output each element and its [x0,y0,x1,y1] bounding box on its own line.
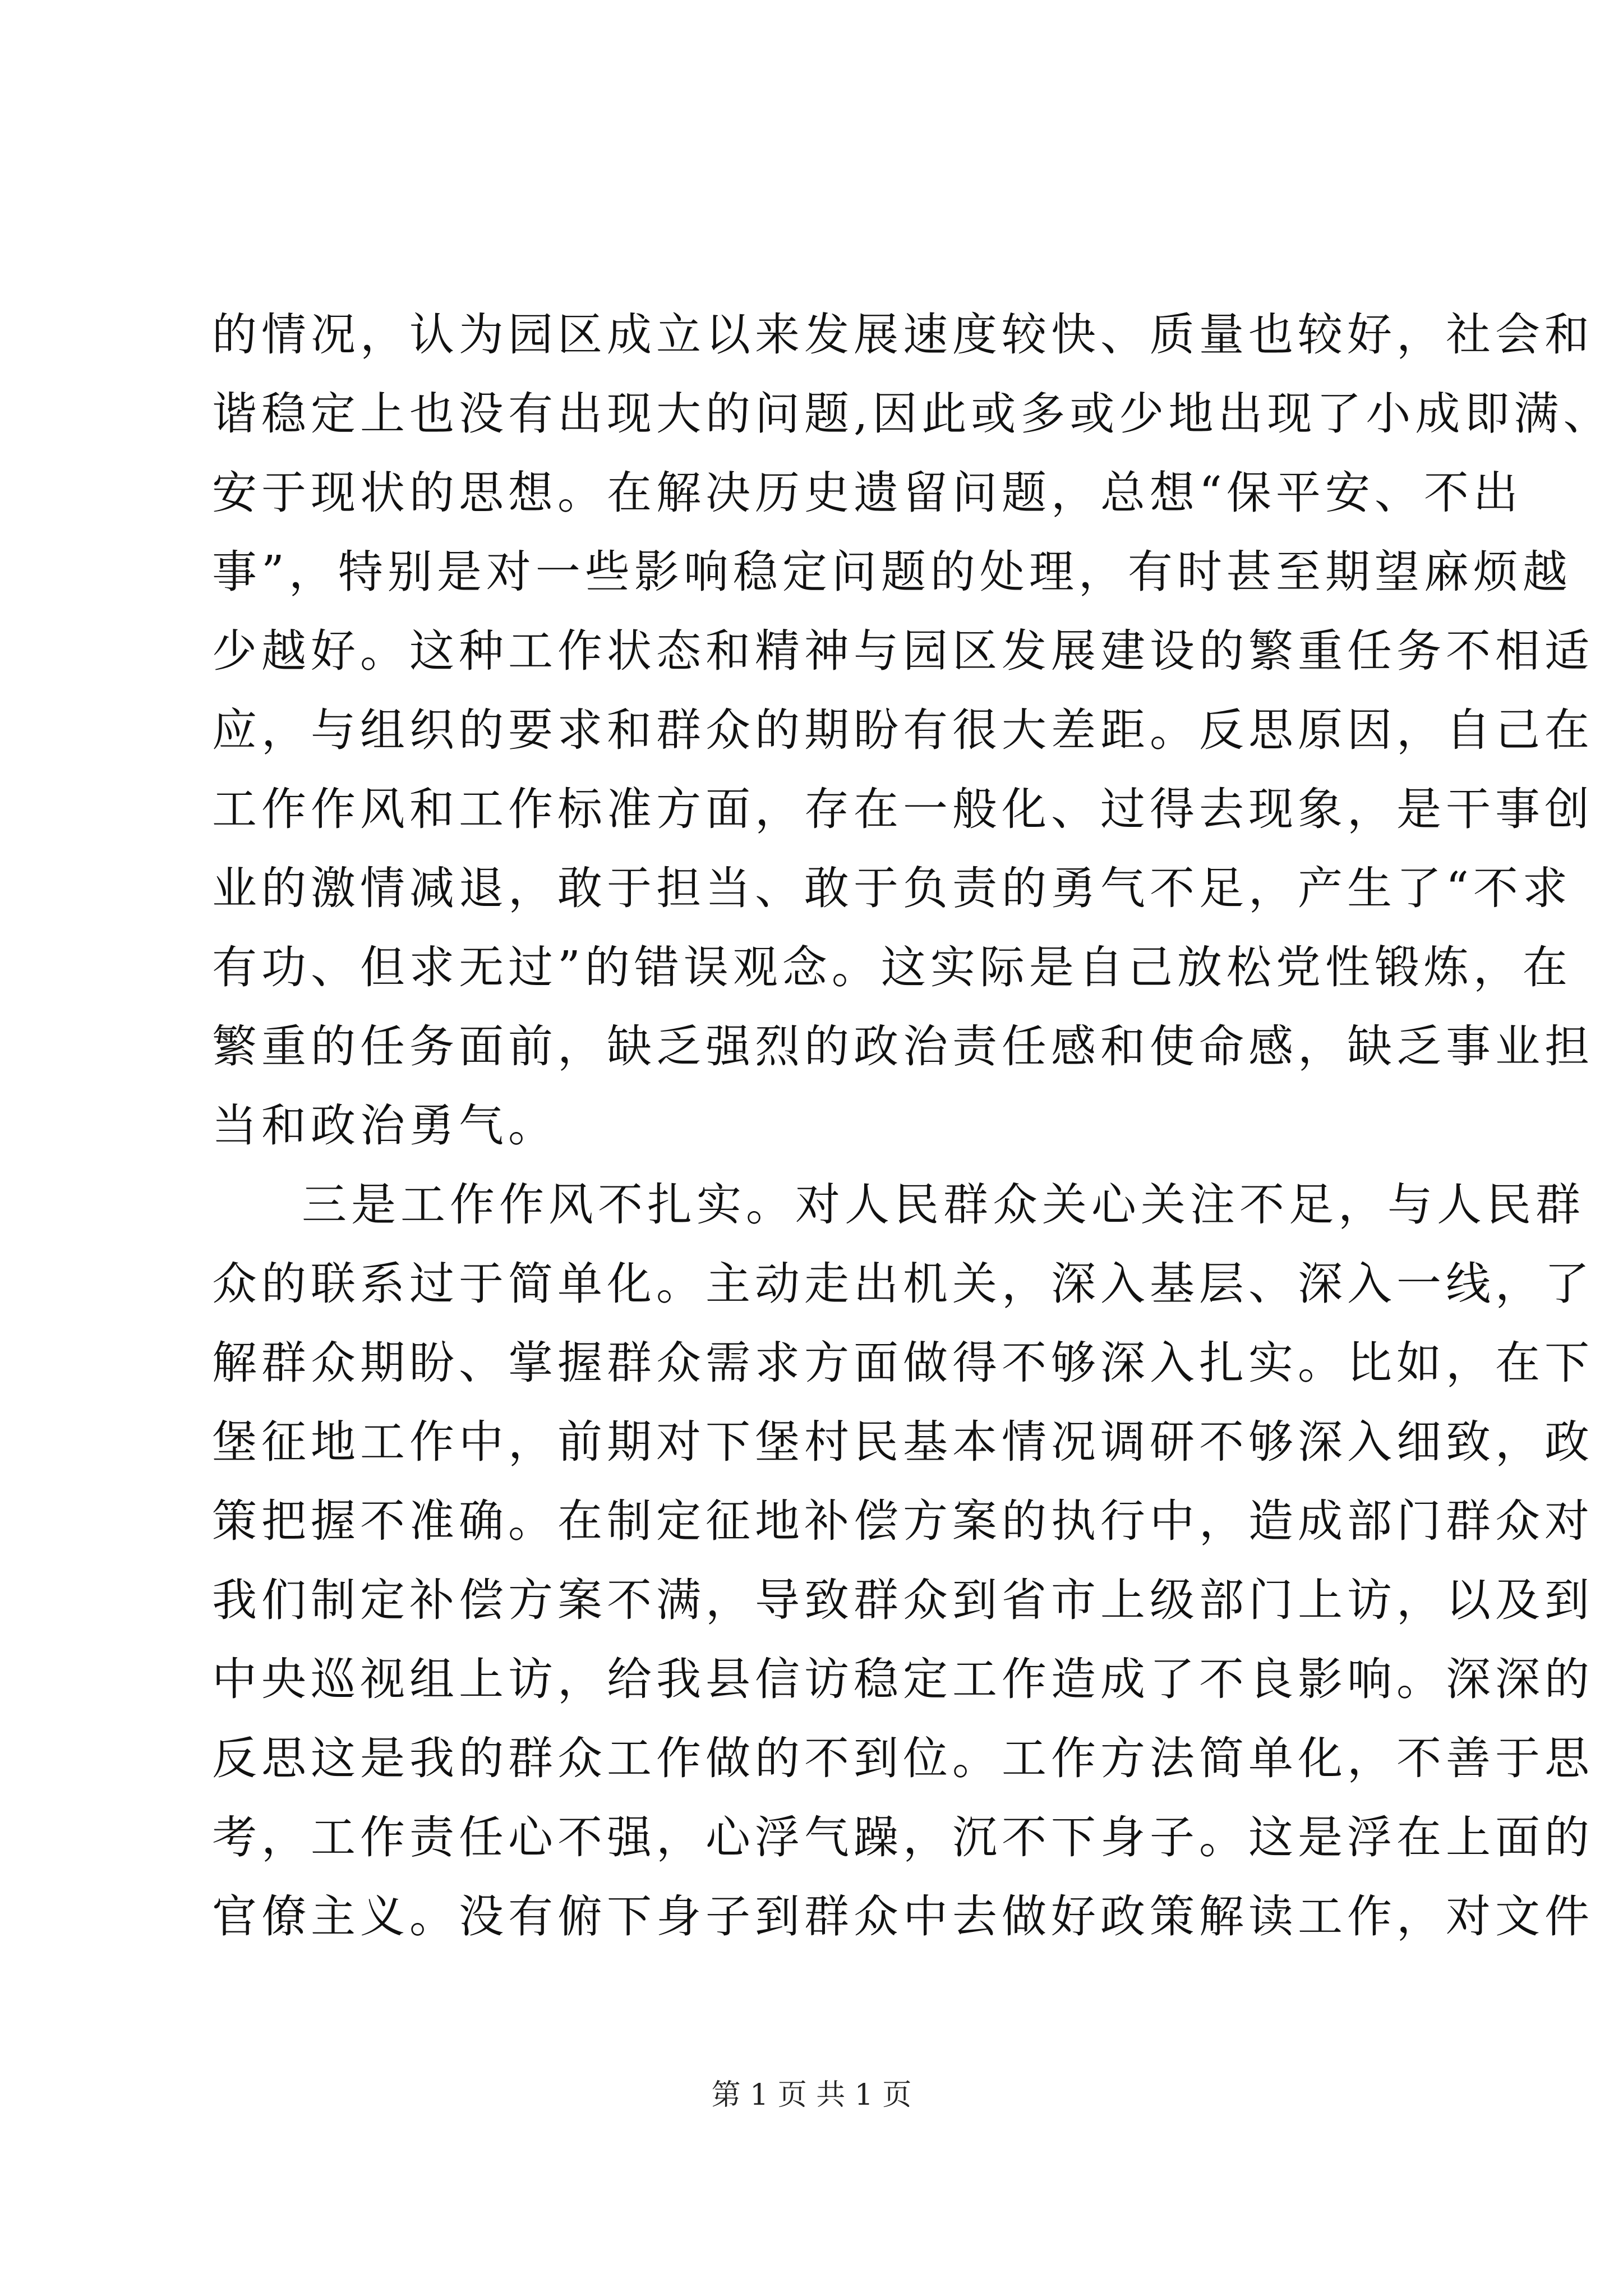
text-line-17: 我们制定补偿方案不满，导致群众到省市上级部门上访，以及到 [212,1574,1594,1626]
text-line-14: 解群众期盼、掌握群众需求方面做得不够深入扎实。比如，在下 [212,1337,1594,1389]
paragraph-start-line: 三是工作作风不扎实。对人民群众关心关注不足，与人民群 [302,1179,1585,1231]
text-line-11: 当和政治勇气。 [212,1099,557,1152]
text-line-20: 考，工作责任心不强，心浮气躁，沉不下身子。这是浮在上面的 [212,1811,1594,1864]
text-line-10: 繁重的任务面前，缺乏强烈的政治责任感和使命感，缺乏事业担 [212,1020,1594,1073]
text-line-5: 少越好。这种工作状态和精神与园区发展建设的繁重任务不相适 [212,625,1594,677]
text-line-13: 众的联系过于简单化。主动走出机关，深入基层、深入一线，了 [212,1258,1594,1310]
page-footer: 第 1 页 共 1 页 [711,2078,912,2112]
text-line-6: 应，与组织的要求和群众的期盼有很大差距。反思原因，自己在 [212,704,1594,756]
text-line-3: 安于现状的思想。在解决历史遗留问题，总想“保平安、不出 [212,467,1523,519]
text-line-7: 工作作风和工作标准方面，存在一般化、过得去现象，是干事创 [212,783,1594,835]
text-line-19: 反思这是我的群众工作做的不到位。工作方法简单化，不善于思 [212,1732,1594,1784]
text-line-8: 业的激情减退，敢于担当、敢于负责的勇气不足，产生了“不求 [212,862,1572,914]
text-line-4: 事”，特别是对一些影响稳定问题的处理，有时甚至期望麻烦越 [212,546,1572,598]
text-line-21: 官僚主义。没有俯下身子到群众中去做好政策解读工作，对文件 [212,1890,1594,1943]
text-line-1: 的情况，认为园区成立以来发展速度较快、质量也较好，社会和 [212,309,1594,361]
text-line-15: 堡征地工作中，前期对下堡村民基本情况调研不够深入细致，政 [212,1416,1594,1468]
text-line-2: 谐稳定上也没有出现大的问题,因此或多或少地出现了小成即满、 [212,388,1613,440]
text-line-16: 策把握不准确。在制定征地补偿方案的执行中，造成部门群众对 [212,1495,1594,1547]
text-line-18: 中央巡视组上访，给我县信访稳定工作造成了不良影响。深深的 [212,1653,1594,1705]
text-line-9: 有功、但求无过”的错误观念。这实际是自己放松党性锻炼，在 [212,941,1572,993]
